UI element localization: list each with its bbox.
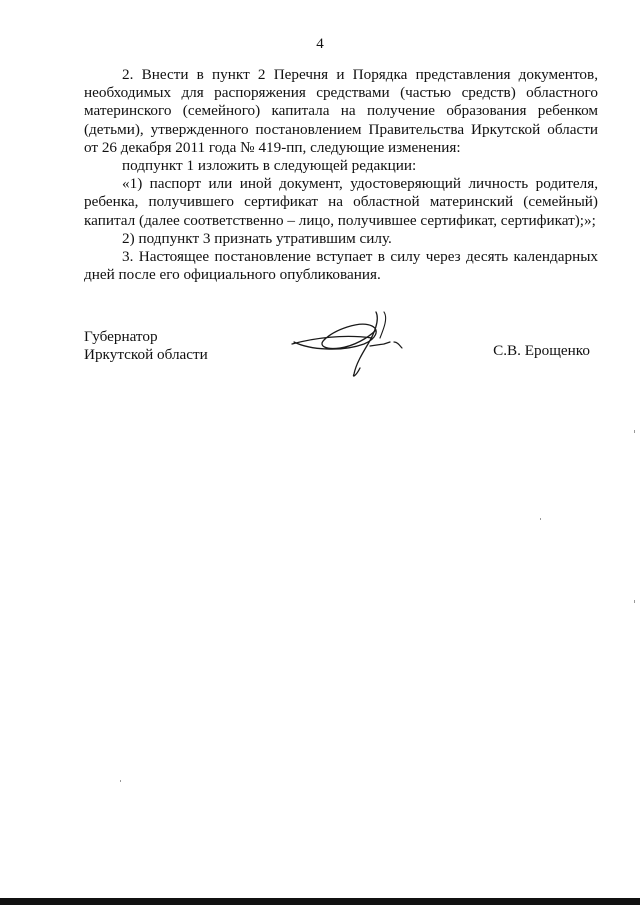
handwritten-signature: [284, 308, 414, 378]
scan-bottom-edge: [0, 898, 640, 905]
scan-artifact: [540, 518, 541, 520]
paragraph-amendment-intro: 2. Внести в пункт 2 Перечня и Порядка представления документов, необходимых для распоряжения средствами (частью средств) областного материнского (семейного) капитала на получение образования ребенком (детьми), утвержденного постановлением Правительства Иркутской области от 26 декабря 2011 года № 419-пп, следующие изменения:: [84, 66, 598, 156]
signer-position: [84, 328, 208, 364]
paragraph-subpoint-3: 2) подпункт 3 признать утратившим силу.: [122, 229, 392, 247]
scan-artifact: [634, 430, 635, 433]
page-number: 4: [316, 36, 324, 52]
signature-block: [84, 324, 598, 384]
scan-artifact: [120, 780, 121, 782]
paragraph-subpoint-1-instruction: подпункт 1 изложить в следующей редакции:: [122, 157, 417, 175]
document-body: [84, 66, 598, 284]
scan-artifact: [634, 600, 635, 603]
signer-position-line1: Губернатор: [84, 328, 158, 345]
paragraph-effective-date: 3. Настоящее постановление вступает в силу через десять календарных дней после его официального опубликования.: [84, 248, 598, 284]
signer-position-line2: Иркутской области: [84, 346, 208, 364]
signer-name: С.В. Ерощенко: [493, 342, 590, 359]
paragraph-subpoint-1-text: «1) паспорт или иной документ, удостоверяющий личность родителя, ребенка, получившего сертификат на областной материнский (семейный) капитал (далее соответственно – лицо, получившее сертификат, сертификат);»;: [84, 175, 598, 229]
